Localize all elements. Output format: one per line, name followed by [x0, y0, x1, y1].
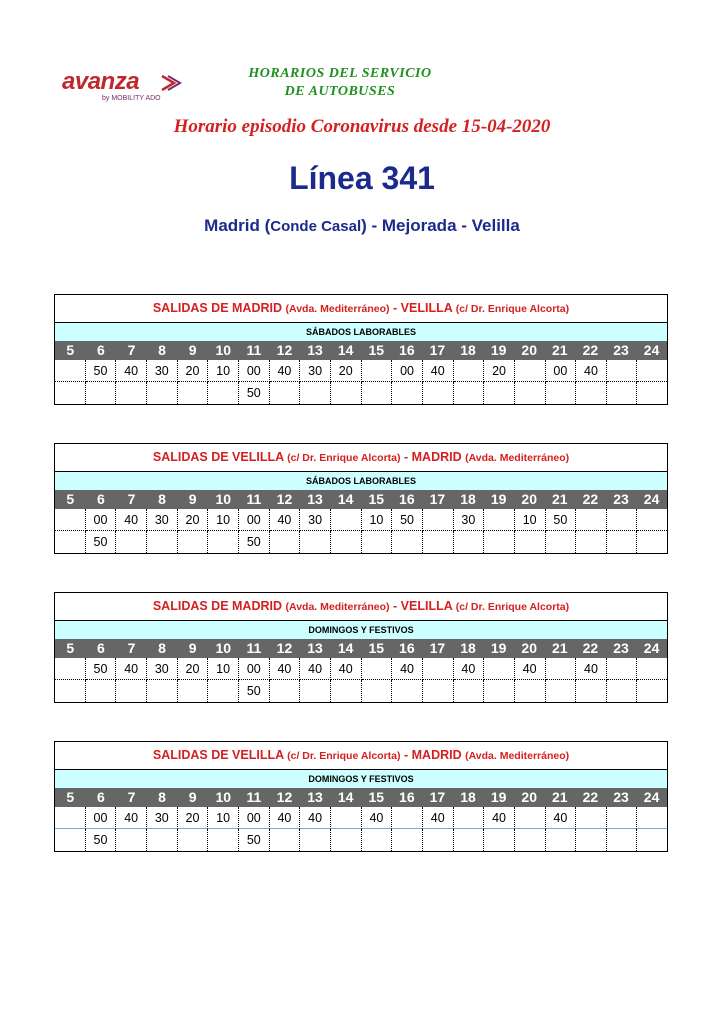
minute-cell: 50 [86, 360, 117, 382]
logo-wordmark: avanza [62, 68, 140, 95]
minute-cell [55, 360, 86, 382]
minute-cell: 40 [423, 360, 454, 382]
minute-cell: 00 [239, 807, 270, 829]
minute-cell [546, 531, 577, 553]
minute-cell [55, 658, 86, 680]
day-type-label: DOMINGOS Y FESTIVOS [55, 621, 667, 639]
minute-cell [362, 680, 393, 702]
hour-header-cell: 24 [643, 491, 660, 507]
day-type-label: SÁBADOS LABORABLES [55, 472, 667, 490]
minute-cell: 00 [86, 509, 117, 531]
avanza-logo [62, 70, 192, 110]
hour-header-cell: 13 [307, 491, 323, 507]
minute-cell [637, 829, 667, 851]
minute-cell: 50 [86, 658, 117, 680]
minute-cell: 50 [239, 531, 270, 553]
minute-cell [208, 680, 239, 702]
minute-cell [178, 829, 209, 851]
minute-cell: 50 [86, 829, 117, 851]
hour-header-cell: 13 [307, 789, 323, 805]
minute-cell [86, 680, 117, 702]
minute-cell: 50 [392, 509, 423, 531]
minute-cell: 10 [362, 509, 393, 531]
minute-cell [300, 531, 331, 553]
hour-header-cell: 16 [399, 491, 415, 507]
minute-cell [607, 680, 638, 702]
hour-header-cell: 14 [337, 640, 354, 656]
minute-cell [515, 531, 546, 553]
timetable-title-part: SALIDAS DE MADRID [152, 599, 286, 613]
minutes-row [55, 360, 667, 382]
hour-header-cell: 17 [429, 640, 446, 656]
hour-header-cell: 23 [613, 491, 629, 507]
hour-header-cell: 11 [246, 491, 262, 507]
hour-header-cell: 17 [429, 491, 446, 507]
minute-cell [331, 382, 362, 404]
hour-header-cell: 10 [215, 789, 232, 805]
route-description [0, 216, 724, 236]
hour-header-cell: 5 [66, 491, 75, 507]
minute-cell: 40 [484, 807, 515, 829]
minute-cell [637, 807, 667, 829]
hour-header-cell: 20 [521, 789, 537, 805]
minute-cell [300, 829, 331, 851]
hour-header-cell: 14 [337, 789, 354, 805]
hour-header-cell: 11 [246, 640, 262, 656]
minutes-row [55, 829, 667, 851]
minute-cell: 40 [423, 807, 454, 829]
minute-cell [576, 531, 607, 553]
hour-header-cell: 10 [215, 342, 232, 358]
minute-cell [607, 658, 638, 680]
hour-header-cell: 5 [66, 342, 75, 358]
minute-cell: 00 [546, 360, 577, 382]
hour-header-cell: 15 [368, 491, 385, 507]
line-title: Línea 341 [289, 160, 435, 196]
hour-header-cell: 12 [276, 789, 293, 805]
minute-cell [270, 382, 301, 404]
minute-cell [484, 509, 515, 531]
minute-cell [484, 382, 515, 404]
minute-cell: 10 [208, 807, 239, 829]
hour-header-cell: 12 [276, 491, 293, 507]
minute-cell [55, 807, 86, 829]
hour-header-cell: 19 [490, 342, 507, 358]
minute-cell [637, 509, 667, 531]
minutes-row [55, 531, 667, 553]
minute-cell [607, 382, 638, 404]
minute-cell [55, 509, 86, 531]
timetable [54, 443, 668, 554]
hours-header-row [55, 490, 667, 509]
minute-cell: 20 [331, 360, 362, 382]
minute-cell: 40 [515, 658, 546, 680]
minute-cell [55, 680, 86, 702]
timetable-title [55, 444, 667, 472]
minute-cell: 30 [300, 509, 331, 531]
timetable-title-part: - VELILLA [389, 301, 456, 315]
minute-cell [637, 680, 667, 702]
minute-cell: 50 [239, 382, 270, 404]
route-part-b: Conde Casal [270, 218, 362, 235]
minute-cell: 40 [454, 658, 485, 680]
minute-cell: 40 [331, 658, 362, 680]
minute-cell [454, 680, 485, 702]
hour-header-cell: 17 [429, 789, 446, 805]
hour-header-cell: 7 [127, 640, 136, 656]
timetable-title-part: SALIDAS DE VELILLA [152, 450, 288, 464]
minute-cell [86, 382, 117, 404]
timetable [54, 294, 668, 405]
hour-header-cell: 5 [66, 789, 75, 805]
minute-cell [515, 382, 546, 404]
minute-cell: 30 [147, 807, 178, 829]
minute-cell: 40 [576, 658, 607, 680]
hour-header-cell: 9 [188, 640, 197, 656]
minute-cell [423, 531, 454, 553]
minute-cell [208, 829, 239, 851]
minute-cell [637, 360, 667, 382]
minute-cell [454, 382, 485, 404]
timetable [54, 741, 668, 852]
minute-cell [362, 382, 393, 404]
hour-header-cell: 24 [643, 789, 660, 805]
hour-header-cell: 21 [552, 789, 568, 805]
hour-header-cell: 12 [276, 640, 293, 656]
minute-cell: 10 [208, 509, 239, 531]
hour-header-cell: 13 [307, 342, 323, 358]
timetable-title-part: (Avda. Mediterráneo) [285, 303, 390, 315]
day-type-label: DOMINGOS Y FESTIVOS [55, 770, 667, 788]
minutes-row [55, 807, 667, 829]
hour-header-cell: 9 [188, 342, 197, 358]
minute-cell: 30 [300, 360, 331, 382]
minute-cell: 40 [270, 807, 301, 829]
hour-header-cell: 16 [399, 342, 415, 358]
minute-cell [576, 680, 607, 702]
minute-cell [392, 829, 423, 851]
minute-cell [362, 658, 393, 680]
minute-cell [484, 531, 515, 553]
minute-cell [546, 658, 577, 680]
hour-header-cell: 8 [158, 789, 166, 805]
minute-cell [362, 829, 393, 851]
route-part-c: ) - Mejorada - Velilla [361, 216, 520, 235]
minute-cell [392, 531, 423, 553]
timetable-title-part: SALIDAS DE MADRID [152, 301, 286, 315]
minute-cell [423, 829, 454, 851]
minute-cell: 40 [116, 360, 147, 382]
hour-header-cell: 24 [643, 342, 660, 358]
minute-cell [147, 680, 178, 702]
minute-cell [178, 680, 209, 702]
minute-cell [116, 680, 147, 702]
hour-header-cell: 10 [215, 491, 232, 507]
minute-cell [484, 829, 515, 851]
minute-cell: 40 [300, 658, 331, 680]
minute-cell [147, 382, 178, 404]
hour-header-cell: 20 [521, 491, 537, 507]
minute-cell [515, 807, 546, 829]
minute-cell [515, 360, 546, 382]
minute-cell: 10 [208, 658, 239, 680]
hour-header-cell: 21 [552, 640, 568, 656]
timetable-title-part: (c/ Dr. Enrique Alcorta) [455, 601, 570, 613]
hour-header-cell: 22 [582, 491, 599, 507]
minute-cell: 40 [270, 360, 301, 382]
minute-cell [331, 680, 362, 702]
minute-cell: 40 [576, 360, 607, 382]
hour-header-cell: 6 [96, 342, 105, 358]
minute-cell [331, 807, 362, 829]
minute-cell [147, 829, 178, 851]
minute-cell: 30 [147, 509, 178, 531]
hour-header-cell: 7 [127, 342, 136, 358]
minute-cell [454, 360, 485, 382]
minute-cell [116, 531, 147, 553]
minutes-row [55, 382, 667, 404]
minute-cell [392, 807, 423, 829]
minute-cell [423, 509, 454, 531]
minute-cell [576, 807, 607, 829]
timetable-title-part: - MADRID [400, 748, 466, 762]
minute-cell: 40 [116, 509, 147, 531]
minute-cell: 00 [392, 360, 423, 382]
minute-cell: 40 [300, 807, 331, 829]
minute-cell [55, 531, 86, 553]
minute-cell: 20 [178, 658, 209, 680]
minute-cell: 30 [454, 509, 485, 531]
minute-cell [270, 829, 301, 851]
hour-header-cell: 16 [399, 789, 415, 805]
hour-header-cell: 18 [460, 789, 476, 805]
minute-cell [423, 382, 454, 404]
minute-cell [607, 509, 638, 531]
minute-cell [392, 680, 423, 702]
minute-cell [546, 829, 577, 851]
timetable-title-part: (Avda. Mediterráneo) [465, 750, 570, 762]
minute-cell [270, 531, 301, 553]
minute-cell: 40 [270, 509, 301, 531]
timetable-title-part: (Avda. Mediterráneo) [465, 452, 570, 464]
minute-cell [423, 658, 454, 680]
hour-header-cell: 22 [582, 640, 599, 656]
hour-header-cell: 15 [368, 342, 385, 358]
hour-header-cell: 18 [460, 342, 476, 358]
hour-header-cell: 6 [96, 640, 105, 656]
minute-cell [208, 382, 239, 404]
hour-header-cell: 13 [307, 640, 323, 656]
minute-cell: 20 [178, 509, 209, 531]
minute-cell [362, 531, 393, 553]
minute-cell [178, 531, 209, 553]
hour-header-cell: 18 [460, 640, 476, 656]
hour-header-cell: 23 [613, 640, 629, 656]
hour-header-cell: 15 [368, 640, 385, 656]
hour-header-cell: 9 [188, 789, 197, 805]
hours-header-row [55, 341, 667, 360]
minute-cell [546, 680, 577, 702]
minute-cell: 40 [546, 807, 577, 829]
minute-cell [55, 829, 86, 851]
hour-header-cell: 20 [521, 342, 537, 358]
header-line-2: DE AUTOBUSES [284, 84, 396, 99]
hour-header-cell: 14 [337, 342, 354, 358]
minute-cell [423, 680, 454, 702]
minute-cell: 40 [116, 807, 147, 829]
hour-header-cell: 7 [127, 789, 136, 805]
hour-header-cell: 11 [246, 342, 262, 358]
hours-header-row [55, 639, 667, 658]
minute-cell [607, 360, 638, 382]
timetable-title-part: - MADRID [400, 450, 466, 464]
minute-cell: 50 [239, 829, 270, 851]
minute-cell [484, 658, 515, 680]
minute-cell: 00 [86, 807, 117, 829]
hour-header-cell: 10 [215, 640, 232, 656]
minute-cell: 30 [147, 360, 178, 382]
minute-cell: 30 [147, 658, 178, 680]
logo-tagline: by MOBILITY ADO [102, 95, 161, 102]
minute-cell [576, 382, 607, 404]
hour-header-cell: 20 [521, 640, 537, 656]
hour-header-cell: 21 [552, 342, 568, 358]
minute-cell [55, 382, 86, 404]
minute-cell [116, 829, 147, 851]
minute-cell [178, 382, 209, 404]
hour-header-cell: 8 [158, 640, 166, 656]
minute-cell [607, 531, 638, 553]
hour-header-cell: 23 [613, 342, 629, 358]
hour-header-cell: 11 [246, 789, 262, 805]
minute-cell [270, 680, 301, 702]
hour-header-cell: 24 [643, 640, 660, 656]
hour-header-cell: 22 [582, 342, 599, 358]
minute-cell: 20 [178, 360, 209, 382]
header-line-1: HORARIOS DEL SERVICIO [248, 66, 432, 81]
hour-header-cell: 7 [127, 491, 136, 507]
minute-cell [116, 382, 147, 404]
minute-cell: 40 [270, 658, 301, 680]
hour-header-cell: 6 [96, 491, 105, 507]
minute-cell: 00 [239, 658, 270, 680]
minute-cell: 10 [208, 360, 239, 382]
minutes-row [55, 680, 667, 702]
minute-cell: 20 [178, 807, 209, 829]
hour-header-cell: 21 [552, 491, 568, 507]
minute-cell [607, 829, 638, 851]
minute-cell [331, 829, 362, 851]
minute-cell: 10 [515, 509, 546, 531]
schedule-subtitle: Horario episodio Coronavirus desde 15-04-2020 [173, 116, 551, 137]
timetable-title-part: SALIDAS DE VELILLA [152, 748, 288, 762]
hour-header-cell: 23 [613, 789, 629, 805]
hour-header-cell: 14 [337, 491, 354, 507]
minute-cell [637, 382, 667, 404]
hour-header-cell: 22 [582, 789, 599, 805]
minutes-row [55, 509, 667, 531]
minute-cell [454, 829, 485, 851]
minute-cell [607, 807, 638, 829]
minute-cell [392, 382, 423, 404]
route-part-a: Madrid ( [204, 216, 271, 235]
minute-cell [147, 531, 178, 553]
logo-arrow-icon [160, 74, 182, 92]
minute-cell: 50 [86, 531, 117, 553]
hour-header-cell: 9 [188, 491, 197, 507]
hour-header-cell: 5 [66, 640, 75, 656]
minute-cell [546, 382, 577, 404]
minute-cell [300, 680, 331, 702]
minute-cell [515, 829, 546, 851]
hour-header-cell: 19 [490, 789, 507, 805]
hour-header-cell: 19 [490, 491, 507, 507]
minute-cell [576, 509, 607, 531]
minute-cell: 20 [484, 360, 515, 382]
minute-cell: 40 [392, 658, 423, 680]
hour-header-cell: 12 [276, 342, 293, 358]
minute-cell [331, 531, 362, 553]
timetable-title-part: - VELILLA [389, 599, 456, 613]
timetable-title [55, 593, 667, 621]
hour-header-cell: 8 [158, 491, 166, 507]
minute-cell [331, 509, 362, 531]
minute-cell [637, 658, 667, 680]
minute-cell [576, 829, 607, 851]
minute-cell [208, 531, 239, 553]
minute-cell [515, 680, 546, 702]
timetable [54, 592, 668, 703]
minute-cell: 50 [239, 680, 270, 702]
timetable-title [55, 295, 667, 323]
minute-cell [454, 807, 485, 829]
minute-cell [484, 680, 515, 702]
hour-header-cell: 18 [460, 491, 476, 507]
minute-cell [637, 531, 667, 553]
minutes-row [55, 658, 667, 680]
minute-cell: 40 [116, 658, 147, 680]
hour-header-cell: 15 [368, 789, 385, 805]
timetable-title-part: (c/ Dr. Enrique Alcorta) [287, 750, 401, 762]
minute-cell [454, 531, 485, 553]
timetable-title-part: (c/ Dr. Enrique Alcorta) [287, 452, 401, 464]
hours-header-row [55, 788, 667, 807]
timetable-title-part: (c/ Dr. Enrique Alcorta) [455, 303, 570, 315]
hour-header-cell: 17 [429, 342, 446, 358]
minute-cell [362, 360, 393, 382]
hour-header-cell: 19 [490, 640, 507, 656]
minute-cell: 40 [362, 807, 393, 829]
timetable-title [55, 742, 667, 770]
hour-header-cell: 16 [399, 640, 415, 656]
day-type-label: SÁBADOS LABORABLES [55, 323, 667, 341]
minute-cell: 00 [239, 360, 270, 382]
hour-header-cell: 6 [96, 789, 105, 805]
minute-cell: 50 [546, 509, 577, 531]
hour-header-cell: 8 [158, 342, 166, 358]
timetable-title-part: (Avda. Mediterráneo) [285, 601, 390, 613]
minute-cell [300, 382, 331, 404]
minute-cell: 00 [239, 509, 270, 531]
